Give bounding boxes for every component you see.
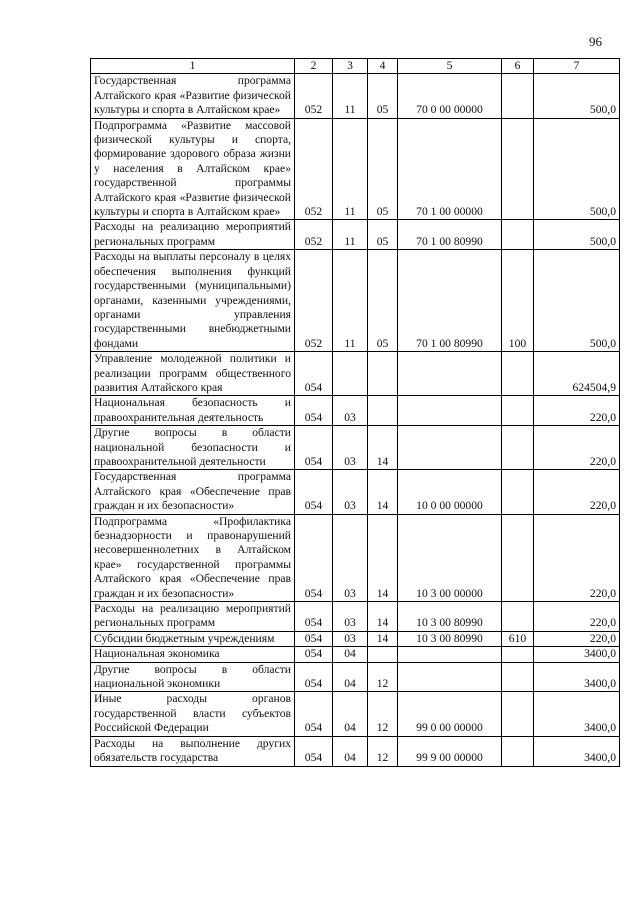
- row-expense-type: [502, 74, 534, 118]
- table-row: [91, 662, 620, 692]
- row-expense-type: 610: [502, 631, 534, 646]
- row-grbs: 054: [295, 736, 333, 766]
- row-name: Другие вопросы в области национальной экономики: [91, 662, 295, 692]
- row-amount: 3400,0: [534, 736, 620, 766]
- row-amount: 624504,9: [534, 352, 620, 396]
- row-target-article: 70 1 00 80990: [398, 220, 502, 250]
- row-section: 04: [333, 647, 368, 662]
- row-subsection: 05: [368, 118, 398, 220]
- col-header: 4: [368, 59, 398, 74]
- row-target-article: [398, 647, 502, 662]
- table-row: [91, 470, 620, 514]
- row-section: 03: [333, 514, 368, 601]
- col-header: 2: [295, 59, 333, 74]
- budget-table: [90, 58, 620, 767]
- row-expense-type: [502, 118, 534, 220]
- row-subsection: 14: [368, 470, 398, 514]
- table-row: [91, 352, 620, 396]
- row-target-article: 10 0 00 00000: [398, 470, 502, 514]
- row-subsection: 05: [368, 74, 398, 118]
- row-section: 03: [333, 426, 368, 470]
- row-amount: 500,0: [534, 118, 620, 220]
- row-expense-type: [502, 470, 534, 514]
- row-grbs: 054: [295, 426, 333, 470]
- row-expense-type: [502, 426, 534, 470]
- row-target-article: 10 3 00 80990: [398, 602, 502, 632]
- row-target-article: 70 0 00 00000: [398, 74, 502, 118]
- row-expense-type: [502, 602, 534, 632]
- row-section: 11: [333, 250, 368, 352]
- row-section: 04: [333, 662, 368, 692]
- row-target-article: 99 0 00 00000: [398, 692, 502, 736]
- row-grbs: 054: [295, 692, 333, 736]
- row-amount: 3400,0: [534, 692, 620, 736]
- row-grbs: 052: [295, 118, 333, 220]
- row-target-article: 10 3 00 00000: [398, 514, 502, 601]
- row-name: Подпрограмма «Развитие массовой физической культуры и спорта, формирование здорового образа жизни у населения в Алтайском крае» государственной программы Алтайского края «Развитие физической культуры и спорта в Алтайском крае»: [91, 118, 295, 220]
- row-amount: 500,0: [534, 250, 620, 352]
- row-expense-type: [502, 220, 534, 250]
- row-amount: 220,0: [534, 514, 620, 601]
- row-subsection: 14: [368, 514, 398, 601]
- table-row: [91, 220, 620, 250]
- table-row: [91, 426, 620, 470]
- row-grbs: 052: [295, 74, 333, 118]
- table-row: [91, 250, 620, 352]
- table-row: [91, 631, 620, 646]
- row-target-article: 70 1 00 80990: [398, 250, 502, 352]
- row-name: Национальная безопасность и правоохранительная деятельность: [91, 396, 295, 426]
- row-grbs: 054: [295, 647, 333, 662]
- row-grbs: 054: [295, 662, 333, 692]
- row-target-article: [398, 662, 502, 692]
- row-section: 04: [333, 692, 368, 736]
- row-target-article: [398, 396, 502, 426]
- table-row: [91, 647, 620, 662]
- row-amount: 220,0: [534, 602, 620, 632]
- table-row: [91, 514, 620, 601]
- page-number: 96: [589, 34, 602, 49]
- col-header: 1: [91, 59, 295, 74]
- row-name: Расходы на реализацию мероприятий региональных программ: [91, 602, 295, 632]
- row-subsection: 12: [368, 692, 398, 736]
- row-amount: 3400,0: [534, 662, 620, 692]
- row-expense-type: [502, 662, 534, 692]
- row-expense-type: [502, 647, 534, 662]
- row-section: 03: [333, 602, 368, 632]
- row-amount: 500,0: [534, 74, 620, 118]
- row-amount: 220,0: [534, 470, 620, 514]
- row-name: Государственная программа Алтайского края «Развитие физической культуры и спорта в Алтайском крае»: [91, 74, 295, 118]
- row-grbs: 054: [295, 352, 333, 396]
- row-name: Расходы на реализацию мероприятий региональных программ: [91, 220, 295, 250]
- row-name: Расходы на выплаты персоналу в целях обеспечения выполнения функций государственными (муниципальными) органами, казенными учреждениями, органами управления государственными внебюджетными фондами: [91, 250, 295, 352]
- row-expense-type: [502, 692, 534, 736]
- col-header: 5: [398, 59, 502, 74]
- row-amount: 220,0: [534, 396, 620, 426]
- table-row: [91, 692, 620, 736]
- row-section: 04: [333, 736, 368, 766]
- header-row: [91, 59, 620, 74]
- row-name: Иные расходы органов государственной власти субъектов Российской Федерации: [91, 692, 295, 736]
- row-expense-type: [502, 736, 534, 766]
- row-grbs: 054: [295, 396, 333, 426]
- row-name: Управление молодежной политики и реализации программ общественного развития Алтайского края: [91, 352, 295, 396]
- row-subsection: 14: [368, 426, 398, 470]
- row-section: 03: [333, 396, 368, 426]
- col-header: 7: [534, 59, 620, 74]
- row-subsection: 12: [368, 736, 398, 766]
- table-row: [91, 118, 620, 220]
- row-target-article: 10 3 00 80990: [398, 631, 502, 646]
- row-subsection: 14: [368, 602, 398, 632]
- col-header: 6: [502, 59, 534, 74]
- row-target-article: 99 9 00 00000: [398, 736, 502, 766]
- row-name: Расходы на выполнение других обязательств государства: [91, 736, 295, 766]
- row-target-article: 70 1 00 00000: [398, 118, 502, 220]
- row-section: 11: [333, 220, 368, 250]
- row-section: 11: [333, 118, 368, 220]
- row-amount: 220,0: [534, 631, 620, 646]
- row-expense-type: 100: [502, 250, 534, 352]
- row-subsection: [368, 396, 398, 426]
- row-subsection: 05: [368, 250, 398, 352]
- table-row: [91, 736, 620, 766]
- row-grbs: 054: [295, 514, 333, 601]
- row-name: Национальная экономика: [91, 647, 295, 662]
- row-name: Подпрограмма «Профилактика безнадзорности и правонарушений несовершеннолетних в Алтайском крае» государственной программы Алтайского края «Обеспечение прав граждан и их безопасности»: [91, 514, 295, 601]
- row-amount: 3400,0: [534, 647, 620, 662]
- row-subsection: [368, 647, 398, 662]
- row-grbs: 052: [295, 220, 333, 250]
- row-grbs: 052: [295, 250, 333, 352]
- row-expense-type: [502, 352, 534, 396]
- row-target-article: [398, 426, 502, 470]
- row-amount: 220,0: [534, 426, 620, 470]
- row-subsection: [368, 352, 398, 396]
- table-row: [91, 396, 620, 426]
- row-section: 03: [333, 631, 368, 646]
- row-expense-type: [502, 396, 534, 426]
- row-name: Субсидии бюджетным учреждениям: [91, 631, 295, 646]
- table-row: [91, 74, 620, 118]
- row-section: 03: [333, 470, 368, 514]
- table-row: [91, 602, 620, 632]
- row-name: Другие вопросы в области национальной безопасности и правоохранительной деятельности: [91, 426, 295, 470]
- row-grbs: 054: [295, 470, 333, 514]
- col-header: 3: [333, 59, 368, 74]
- row-grbs: 054: [295, 602, 333, 632]
- row-name: Государственная программа Алтайского края «Обеспечение прав граждан и их безопасности»: [91, 470, 295, 514]
- row-section: 11: [333, 74, 368, 118]
- row-subsection: 12: [368, 662, 398, 692]
- row-subsection: 14: [368, 631, 398, 646]
- row-subsection: 05: [368, 220, 398, 250]
- row-section: [333, 352, 368, 396]
- row-amount: 500,0: [534, 220, 620, 250]
- row-target-article: [398, 352, 502, 396]
- row-grbs: 054: [295, 631, 333, 646]
- row-expense-type: [502, 514, 534, 601]
